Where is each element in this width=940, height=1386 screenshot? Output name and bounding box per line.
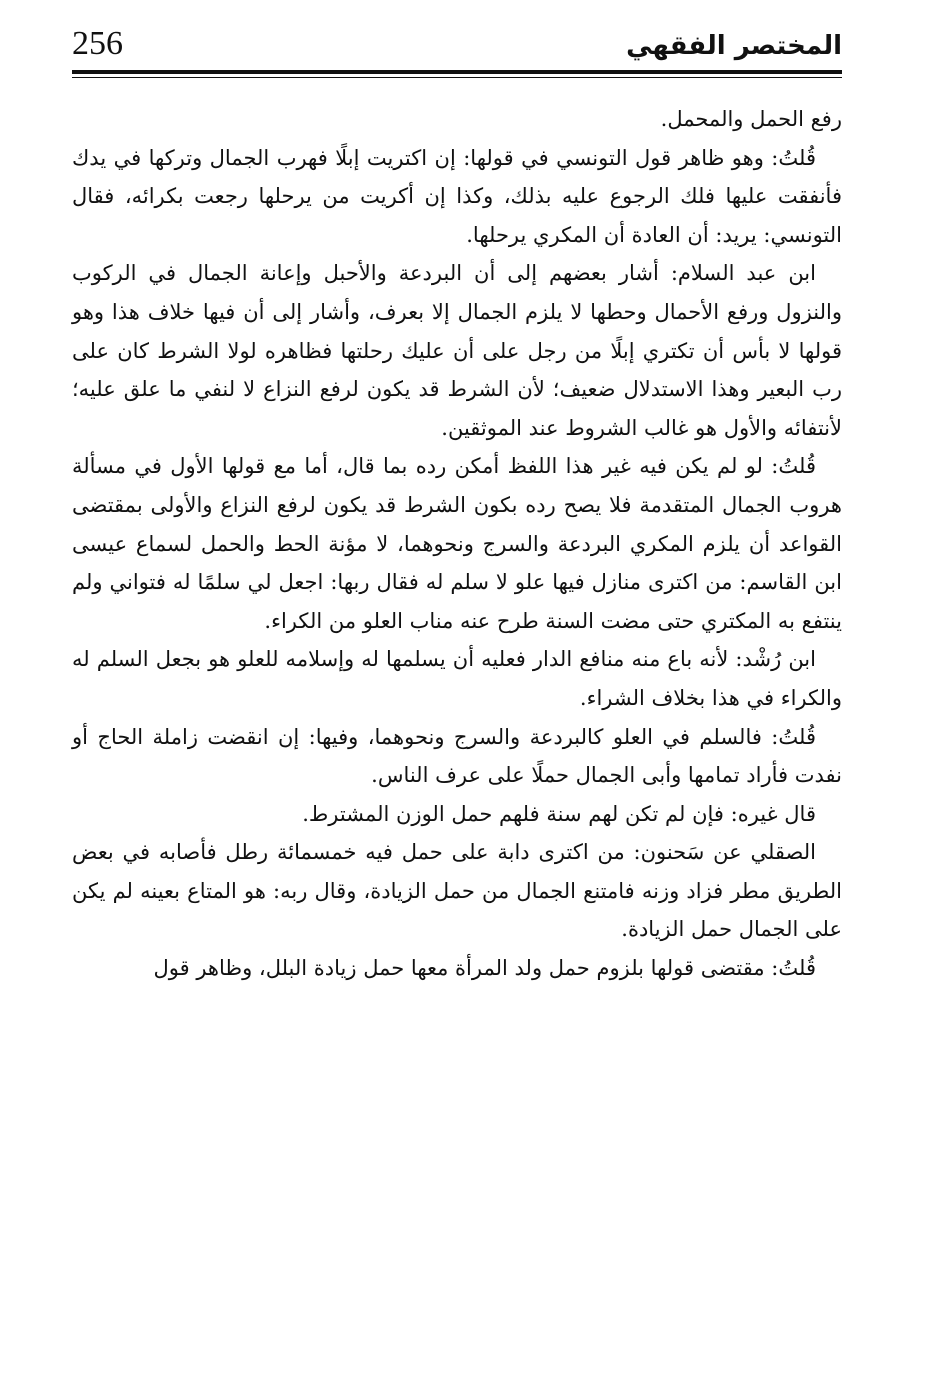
paragraph: قُلتُ: مقتضى قولها بلزوم حمل ولد المرأة معها حمل زيادة البلل، وظاهر قول <box>153 956 816 981</box>
page-body <box>72 100 842 988</box>
paragraph: رفع الحمل والمحمل. <box>660 107 842 131</box>
header-rule-thick <box>72 70 842 74</box>
paragraph: قال غيره: فإن لم تكن لهم سنة فلهم حمل الوزن المشترط. <box>302 801 816 826</box>
paragraph: الصقلي عن سَحنون: من اكترى دابة على حمل فيه خمسمائة رطل فأصابه في بعض الطريق مطر فزاد وزنه فامتنع الجمال من حمل الزيادة، وقال ربه: هو المتاع بعينه لم يكن على الجمال حمل الزيادة. <box>72 840 842 942</box>
running-title: المختصر الفقهي <box>626 31 842 61</box>
page-number: 256 <box>72 25 123 62</box>
paragraph: قُلتُ: لو لم يكن فيه غير هذا اللفظ أمكن رده بما قال، أما مع قولها الأول في مسألة هروب الجمال المتقدمة فلا يصح رده بكون الشرط قد يكون لرفع النزاع والأولى بمقتضى القواعد أن يلزم المكري البردعة والسرج ونحوهما، لا مؤنة الحط والحمل لسماع عيسى ابن القاسم: من اكترى منازل فيها علو لا سلم له فقال ربها: اجعل لي سلمًا له فتواني ولم ينتفع به المكتري حتى مضت السنة طرح عنه مناب العلو من الكراء. <box>72 454 842 633</box>
paragraph: قُلتُ: وهو ظاهر قول التونسي في قولها: إن اكتريت إبلًا فهرب الجمال وتركها في يدك فأنفقت عليها فلك الرجوع عليه بذلك، وكذا إن أكريت من يرحلها رجعت بكرائه، فقال التونسي: يريد: أن العادة أن المكري يرحلها. <box>72 145 842 247</box>
page-header <box>72 22 842 70</box>
paragraph: ابن رُشْد: لأنه باع منه منافع الدار فعليه أن يسلمها له وإسلامه للعلو هو بجعل السلم له والكراء في هذا بخلاف الشراء. <box>72 647 842 710</box>
header-rule-thin <box>72 77 842 78</box>
paragraph: قُلتُ: فالسلم في العلو كالبردعة والسرج ونحوهما، وفيها: إن انقضت زاملة الحاج أو نفدت فأراد تمامها وأبى الجمال حملًا على عرف الناس. <box>72 724 842 788</box>
paragraph: ابن عبد السلام: أشار بعضهم إلى أن البردعة والأحبل وإعانة الجمال في الركوب والنزول ورفع الأحمال وحطها لا يلزم الجمال إلا بعرف، وأشار إلى أن فيها خلاف هذا وهو قولها لا بأس أن تكتري إبلًا من رجل على أن عليك رحلتها فظاهره لولا الشرط كان على رب البعير وهذا الاستدلال ضعيف؛ لأن الشرط قد يكون لرفع النزاع لا لنفي ما علق عليه؛ لأنتفائه والأول هو غالب الشروط عند الموثقين. <box>72 261 842 440</box>
